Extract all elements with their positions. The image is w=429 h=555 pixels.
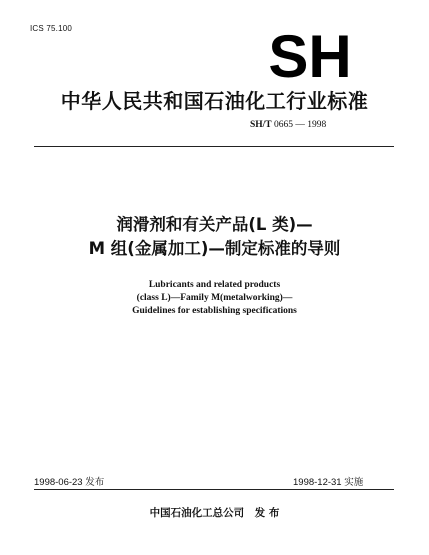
standard-code: 0665 — 1998 [274,120,327,130]
chinese-title-line-1: 润滑剂和有关产品(L 类)— [116,215,313,234]
standard-number [250,120,380,130]
english-title-line-1: Lubricants and related products [148,280,281,290]
issuing-authority-title: 中华人民共和国石油化工行业标准 [60,89,369,113]
standard-prefix: SH/T [250,120,272,130]
issue-date: 1998-06-23 发布 [34,477,105,488]
sh-logo [262,30,358,82]
english-title-line-3: Guidelines for establishing specifications [132,306,297,316]
implementation-date: 1998-12-31 实施 [293,477,364,488]
bottom-divider [34,489,394,490]
ics-code: ICS 75.100 [30,24,73,33]
chinese-title [0,213,429,261]
logo-text: SH [268,30,352,82]
english-title [0,279,429,318]
top-divider [34,146,394,147]
chinese-title-line-2: M 组(金属加工)—制定标准的导则 [88,239,341,258]
english-title-line-2: (class L)—Family M(metalworking)— [136,293,293,303]
publisher: 中国石油化工总公司 发 布 [149,507,280,519]
